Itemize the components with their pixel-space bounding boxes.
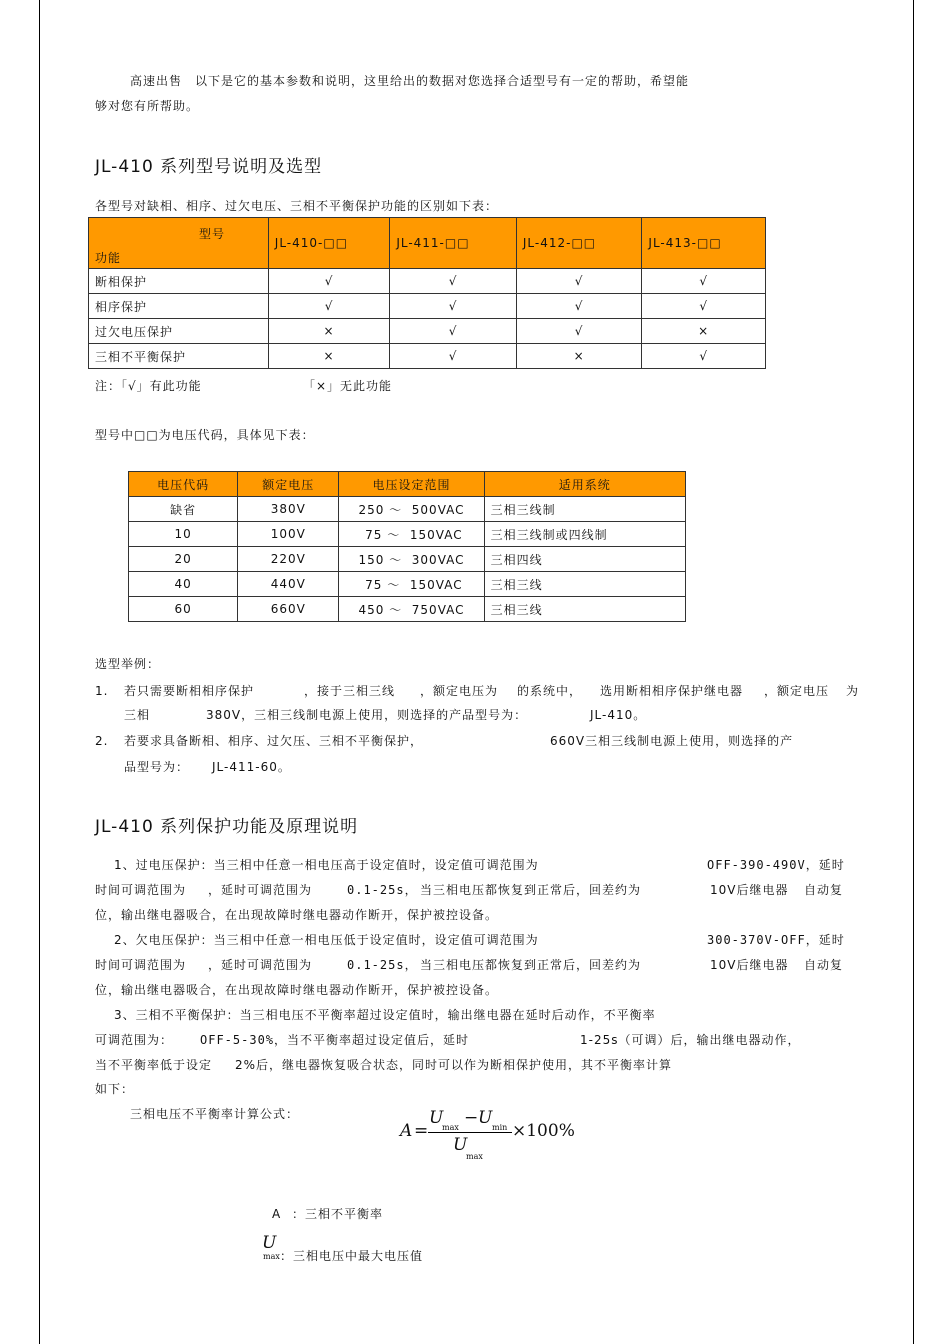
- list-number: 2.: [95, 734, 109, 748]
- example-text: 为: [846, 684, 860, 698]
- voltage-caption: 型号中□□为电压代码，具体见下表：: [95, 428, 315, 442]
- intro-text: 以下是它的基本参数和说明，这里给出的数据对您选择合适型号有一定的帮助，希望能: [195, 74, 690, 88]
- paragraph-text: 位，输出继电器吸合，在出现故障时继电器动作断开，保护被控设备。: [95, 983, 499, 997]
- cell-mark: √: [516, 294, 642, 319]
- cell-mark: √: [642, 344, 766, 369]
- table-row: [129, 497, 686, 522]
- voltage-code: 40: [129, 572, 238, 597]
- section-title: JL-410 系列型号说明及选型: [95, 157, 323, 177]
- paragraph-text: 位，输出继电器吸合，在出现故障时继电器动作断开，保护被控设备。: [95, 908, 499, 922]
- formula-eq: =: [414, 1121, 429, 1141]
- rated-voltage: 380V: [238, 497, 339, 522]
- paragraph-text: 可调范围为：: [95, 1033, 174, 1047]
- cell-mark: √: [390, 319, 517, 344]
- paragraph-text: 10V后继电器: [710, 883, 789, 897]
- rated-voltage: 100V: [238, 522, 339, 547]
- paragraph-text: 自动复: [804, 958, 844, 972]
- system-type: 三相三线制: [484, 497, 685, 522]
- example-text: JL-411-60。: [212, 760, 291, 774]
- section-title: JL-410 系列保护功能及原理说明: [95, 817, 359, 837]
- corner-label: 功能: [95, 251, 122, 265]
- definition-sub: max: [263, 1252, 280, 1261]
- column-header: JL-410-□□: [268, 218, 390, 269]
- definition-text: ：三相不平衡率: [292, 1207, 384, 1221]
- cell-mark: ×: [516, 344, 642, 369]
- formula-times: ×100%: [512, 1121, 575, 1141]
- paragraph-text: 1、过电压保护：当三相中任意一相电压高于设定值时，设定值可调范围为: [114, 858, 539, 872]
- column-header: JL-412-□□: [516, 218, 642, 269]
- cell-mark: √: [642, 294, 766, 319]
- example-text: 品型号为：: [124, 760, 190, 774]
- cell-mark: ×: [642, 319, 766, 344]
- system-type: 三相四线: [484, 547, 685, 572]
- paragraph-text: 0.1-25s，: [347, 958, 418, 972]
- corner-label: 型号: [199, 227, 226, 241]
- rated-voltage: 660V: [238, 597, 339, 622]
- voltage-table: [128, 471, 686, 622]
- example-text: JL-410。: [590, 708, 647, 722]
- rated-voltage: 220V: [238, 547, 339, 572]
- paragraph-text: 0.1-25s，: [347, 883, 418, 897]
- fraction-bar: [428, 1132, 512, 1133]
- paragraph-text: ，延时可调范围为: [208, 883, 313, 897]
- definition-text: ：三相电压中最大电压值: [280, 1249, 424, 1263]
- voltage-code: 缺省: [129, 497, 238, 522]
- table-row: [129, 572, 686, 597]
- page-border-left: [39, 0, 40, 1344]
- example-text: ，额定电压: [764, 684, 830, 698]
- formula-minus: −: [464, 1108, 479, 1128]
- definition-symbol: U: [262, 1233, 277, 1253]
- definition-symbol: A: [272, 1207, 282, 1221]
- formula-u: U: [453, 1135, 468, 1155]
- table-caption: 各型号对缺相、相序、过欠电压、三相不平衡保护功能的区别如下表：: [95, 199, 499, 213]
- formula-sub: max: [442, 1123, 459, 1132]
- example-text: 若要求具备断相、相序、过欠压、三相不平衡保护，: [124, 734, 424, 748]
- example-text: 若只需要断相相序保护: [124, 684, 255, 698]
- cell-mark: √: [390, 344, 517, 369]
- paragraph-text: 2、欠电压保护：当三相中任意一相电压低于设定值时，设定值可调范围为: [114, 933, 539, 947]
- table-row: [129, 522, 686, 547]
- cell-mark: √: [390, 294, 517, 319]
- paragraph-text: 当不平衡率低于设定: [95, 1058, 213, 1072]
- paragraph-text: 3、三相不平衡保护：当三相电压不平衡率超过设定值时，输出继电器在延时后动作，不平衡率: [114, 1008, 656, 1022]
- formula-sub: min: [492, 1123, 508, 1132]
- cell-mark: √: [516, 269, 642, 294]
- cell-mark: √: [642, 269, 766, 294]
- paragraph-text: 时间可调范围为: [95, 958, 187, 972]
- rated-voltage: 440V: [238, 572, 339, 597]
- system-type: 三相三线制或四线制: [484, 522, 685, 547]
- examples-title: 选型举例：: [95, 657, 161, 671]
- table-row: [89, 294, 766, 319]
- formula-u: U: [429, 1108, 444, 1128]
- row-label: 过欠电压保护: [89, 319, 269, 344]
- table-corner-cell: [89, 218, 269, 269]
- example-text: ，额定电压为: [420, 684, 499, 698]
- example-text: ，接于三相三线: [304, 684, 396, 698]
- paragraph-text: ，延时可调范围为: [208, 958, 313, 972]
- voltage-range: 75 ～ 150VAC: [339, 522, 484, 547]
- formula-sub: max: [466, 1152, 483, 1161]
- page-border-right: [913, 0, 914, 1344]
- table-row: [89, 319, 766, 344]
- cell-mark: ×: [268, 319, 390, 344]
- row-label: 相序保护: [89, 294, 269, 319]
- table-row: [89, 344, 766, 369]
- column-header: JL-413-□□: [642, 218, 766, 269]
- table-row: [89, 269, 766, 294]
- example-text: 三相: [124, 708, 151, 722]
- paragraph-text: 300-370V-OFF，延时: [707, 933, 845, 947]
- paragraph-text: 时间可调范围为: [95, 883, 187, 897]
- cell-mark: √: [268, 269, 390, 294]
- list-number: 1.: [95, 684, 109, 698]
- cell-mark: ×: [268, 344, 390, 369]
- example-text: 选用断相相序保护继电器: [600, 684, 744, 698]
- voltage-code: 10: [129, 522, 238, 547]
- column-header: 适用系统: [484, 472, 685, 497]
- cell-mark: √: [390, 269, 517, 294]
- paragraph-text: 2%后，继电器恢复吸合状态，同时可以作为断相保护使用，其不平衡率计算: [235, 1058, 673, 1072]
- table-legend: 注：「√」有此功能: [95, 379, 202, 393]
- row-label: 三相不平衡保护: [89, 344, 269, 369]
- paragraph-text: 当三相电压都恢复到正常后，回差约为: [420, 958, 642, 972]
- voltage-code: 20: [129, 547, 238, 572]
- voltage-range: 250 ～ 500VAC: [339, 497, 484, 522]
- example-text: 的系统中，: [517, 684, 583, 698]
- paragraph-text: 如下：: [95, 1082, 135, 1096]
- paragraph-text: 自动复: [804, 883, 844, 897]
- paragraph-text: 1-25s（可调）后，输出继电器动作，: [580, 1033, 801, 1047]
- table-row: [129, 547, 686, 572]
- paragraph-text: 当三相电压都恢复到正常后，回差约为: [420, 883, 642, 897]
- intro-text: 高速出售: [130, 74, 183, 88]
- formula-u: U: [478, 1108, 493, 1128]
- voltage-code: 60: [129, 597, 238, 622]
- table-legend: 「×」无此功能: [303, 379, 393, 393]
- column-header: 额定电压: [238, 472, 339, 497]
- paragraph-text: OFF-5-30%，当不平衡率超过设定值后，延时: [200, 1033, 470, 1047]
- column-header: 电压设定范围: [339, 472, 484, 497]
- voltage-range: 450 ～ 750VAC: [339, 597, 484, 622]
- formula-intro: 三相电压不平衡率计算公式：: [130, 1107, 300, 1121]
- unbalance-formula: [400, 1108, 580, 1166]
- cell-mark: √: [268, 294, 390, 319]
- paragraph-text: OFF-390-490V，延时: [707, 858, 845, 872]
- table-row: [129, 597, 686, 622]
- column-header: JL-411-□□: [390, 218, 517, 269]
- column-header: 电压代码: [129, 472, 238, 497]
- voltage-range: 75 ～ 150VAC: [339, 572, 484, 597]
- row-label: 断相保护: [89, 269, 269, 294]
- intro-text: 够对您有所帮助。: [95, 99, 200, 113]
- formula-lhs: A: [400, 1121, 413, 1141]
- cell-mark: √: [516, 319, 642, 344]
- paragraph-text: 10V后继电器: [710, 958, 789, 972]
- system-type: 三相三线: [484, 572, 685, 597]
- example-text: 660V三相三线制电源上使用，则选择的产: [550, 734, 794, 748]
- function-table: [88, 217, 766, 369]
- example-text: 380V，三相三线制电源上使用，则选择的产品型号为：: [206, 708, 528, 722]
- system-type: 三相三线: [484, 597, 685, 622]
- voltage-range: 150 ～ 300VAC: [339, 547, 484, 572]
